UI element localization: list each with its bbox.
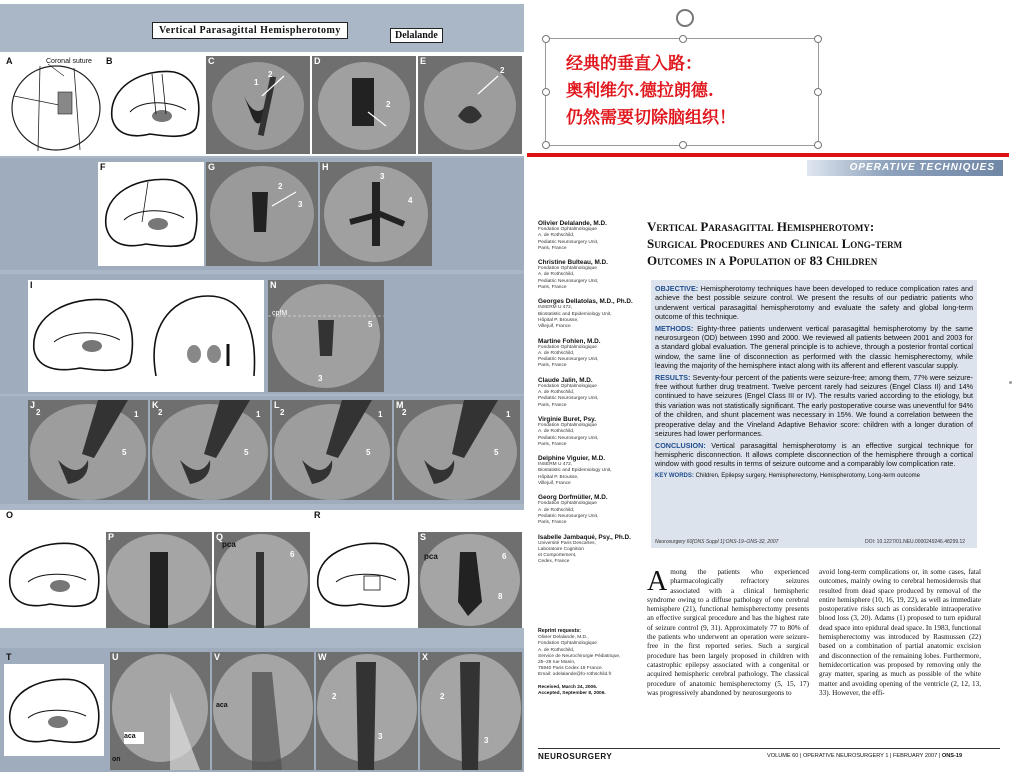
panel-letter-w: W	[318, 652, 327, 662]
section-banner	[807, 160, 1003, 176]
arrow-number-label: 2	[268, 70, 273, 79]
panel-c-mri	[206, 56, 310, 154]
page-edge-marker	[1009, 381, 1012, 384]
panel-letter-n: N	[270, 280, 277, 290]
body-column-left	[647, 568, 809, 746]
author-affiliation: Fondation Ophtalmologique	[538, 227, 597, 232]
accepted-date: Accepted, September 8, 2006.	[538, 690, 606, 696]
panel-letter-d: D	[314, 56, 321, 66]
aca-label-u: aca	[124, 733, 136, 740]
footer-page: ONS-19	[941, 753, 963, 759]
panel-letter-u: U	[112, 652, 119, 662]
paper-title-line-3: Outcomes in a Population of 83 Children	[647, 253, 878, 268]
keywords-label: KEY WORDS:	[655, 472, 694, 479]
resize-handle-bottom[interactable]	[679, 141, 687, 149]
author-name: Georg Dorfmüller, M.D.	[538, 494, 608, 502]
panel-letter-r: R	[314, 510, 321, 520]
arrow-number-label: 3	[318, 374, 323, 383]
arrow-number-label: 2	[386, 100, 391, 109]
panel-d-mri	[312, 56, 416, 154]
author-affiliation: Cedex, France	[538, 559, 570, 565]
panel-letter-b: B	[106, 56, 113, 66]
arrow-number-label: 3	[484, 736, 489, 745]
arrow-number-label: 1	[506, 410, 511, 419]
figure-title: Vertical Parasagittal Hemispherotomy	[152, 22, 348, 39]
annotation-line-2: 奥利维尔.德拉朗德.	[566, 81, 714, 101]
author-affiliation: Pediatric Neurosurgery Unit,	[538, 435, 599, 441]
panel-letter-e: E	[420, 56, 427, 66]
rotate-handle-icon[interactable]	[676, 9, 694, 27]
reprint-line: Service de Neurochirurgie Pédiatrique,	[538, 653, 621, 659]
panel-letter-i: I	[30, 280, 33, 290]
annotation-textbox[interactable]	[545, 38, 819, 146]
author-affiliation: A. de Rothschild,	[538, 507, 575, 513]
author-affiliation: et Comportement,	[538, 553, 577, 559]
panel-q-mri	[214, 532, 310, 628]
panel-letter-o: O	[6, 510, 14, 520]
resize-handle-top-left[interactable]	[542, 35, 550, 43]
arrow-number-label: 5	[494, 448, 499, 457]
resize-handle-top[interactable]	[679, 35, 687, 43]
methods-text: Eighty-three patients underwent vertical parasagittal hemispherotomy by the same neurosurgeon (OD) between 1990 and 2000. We reviewed all patients between 2001 and 2003 for a standard global evaluation. The general principle is to achieve, through a posterior frontal cortical window, the same line of disconnection as performed with the classic hemispherectomy, while leaving the majority of the hemisphere intact along with its afferent and efferent vascular supply.	[655, 323, 973, 371]
footer-issue-text: VOLUME 60 | OPERATIVE NEUROSURGERY 1 | FEBRUARY 2007 |	[767, 753, 941, 759]
abstract-box	[651, 280, 977, 548]
author-affiliation: A. de Rothschild,	[538, 390, 575, 396]
arrow-number-label: 2	[158, 408, 163, 417]
author-name: Claude Jalin, M.D.	[538, 376, 593, 384]
reprint-block	[538, 628, 648, 697]
keywords-text: Children, Epilepsy surgery, Hemispherectomy, Hemispherotomy, Long-term outcome	[695, 472, 920, 479]
arrow-number-label: 5	[368, 320, 373, 329]
panel-e-mri	[418, 56, 522, 154]
author-name: Delphine Viguier, M.D.	[538, 455, 605, 463]
panel-h-mri	[320, 162, 432, 266]
keywords	[655, 473, 973, 479]
arrow-number-label: 5	[122, 448, 127, 457]
panel-letter-f: F	[100, 162, 106, 172]
author-name: Isabelle Jambaqué, Psy., Ph.D.	[538, 533, 631, 541]
panel-j-mri	[28, 400, 148, 500]
author-affiliation: INSERM U 472,	[538, 462, 573, 468]
panel-a-skull-diagram	[4, 56, 104, 154]
arrow-number-label: 1	[256, 410, 261, 419]
author-affiliation: Université Paris Descartes,	[538, 540, 596, 546]
section-banner-text: OPERATIVE TECHNIQUES	[849, 162, 995, 173]
author-name: Georges Dellatolas, M.D., Ph.D.	[538, 298, 633, 306]
author-affiliation: Villejuif, France	[538, 481, 571, 487]
author-affiliation: Laboratoire Cognition	[538, 546, 584, 552]
conclusion-label: CONCLUSION:	[655, 440, 706, 450]
annotation-line-1: 经典的垂直入路：	[566, 54, 702, 74]
body-column-right	[819, 568, 981, 746]
author-affiliation: Hôpital P. Brousse,	[538, 317, 579, 323]
abstract-conclusion	[655, 441, 973, 469]
panel-letter-m: M	[396, 400, 404, 410]
panel-letter-a: A	[6, 56, 13, 66]
drop-cap: A	[647, 568, 668, 597]
panel-letter-h: H	[322, 162, 329, 172]
resize-handle-bottom-right[interactable]	[814, 141, 822, 149]
arrow-number-label: 2	[36, 408, 41, 417]
author-affiliation: Villejuif, France	[538, 324, 571, 330]
cpfm-label: cpfM	[272, 310, 288, 317]
abstract-objective	[655, 284, 973, 322]
reprint-line: Fondation Ophtalmologique	[538, 641, 597, 647]
paper-page	[527, 158, 1009, 766]
resize-handle-right[interactable]	[814, 88, 822, 96]
results-text: Seventy-four percent of the patients were seizure-free; among them, 77% were seizure-free without further drug treatment. Twelve percent rarely had seizures (Engel Class II) and 14% continued to have seizures (Engel Class III or IV). The results varied according to the etiology, but this variation was not statistically significant. The early postoperative course was uneventful for 94% of the children, and shunt placement was necessary in 15%. We found a correlation between the preoperative delay and the Vineland Adaptive Behavior score: children with a longer duration of seizures had lower performances.	[655, 372, 974, 439]
panel-s-mri	[418, 532, 522, 628]
arrow-number-label: 3	[380, 172, 385, 181]
panel-letter-j: J	[30, 400, 36, 410]
author-affiliation: Pediatric Neurosurgery Unit,	[538, 513, 599, 519]
annotation-text[interactable]	[566, 51, 736, 132]
author-name: Virginie Buret, Psy.	[538, 415, 597, 423]
author-affiliation: A. de Rothschild,	[538, 233, 575, 239]
arrow-number-label: 1	[134, 410, 139, 419]
body-right-text: avoid long-term complications or, in some cases, fatal outcomes, mainly owing to cerebral hemosiderosis that resulted from dead space produced by removal of the entire hemisphere (10, 16, 19, 22), as well as immediate postoperative risks such as considerable intraoperative blood loss (3, 20). Adams (1) proposed to turn epidural dead space into epidural dead space. In 1983, functional hemispherectomy was introduced by Rasmussen (22) based on a combination of partial anatomic excision and disconnection of the remaining lobes. Furthermore, hemidecortication was proposed by removing only the gray matter, sparing as much as possible of the white matter and avoiding opening of the ventricle (2, 12, 13, 33). However, the effi-	[819, 568, 981, 697]
author-affiliation: A. de Rothschild,	[538, 350, 575, 356]
panel-letter-g: G	[208, 162, 216, 172]
pca-label-s: pca	[424, 552, 438, 561]
received-date: Received, March 24, 2006.	[538, 684, 598, 690]
author-name: Olivier Delalande, M.D.	[538, 220, 607, 227]
author-affiliation: A. de Rothschild,	[538, 272, 575, 278]
arrow-number-label: 2	[500, 66, 505, 75]
panel-letter-s: S	[420, 532, 427, 542]
reprint-line: Olivier Delalande, M.D.,	[538, 635, 589, 641]
arrow-number-label: 1	[378, 410, 383, 419]
footer-journal: NEUROSURGERY	[538, 752, 613, 761]
panel-u-mri	[110, 652, 210, 770]
objective-text: Hemispherotomy techniques have been developed to reduce complication rates and achieve the best possible seizure control. We present the results of our pediatric patients who underwent vertical parasagittal hemispherotomy and evaluate the safety and global long-term outcome of this technique.	[655, 284, 973, 322]
red-divider	[527, 153, 1009, 157]
panel-i-diagrams	[28, 280, 264, 392]
panel-w-mri	[316, 652, 418, 770]
panel-k-mri	[150, 400, 270, 500]
conclusion-text: Vertical parasagittal hemispherotomy is an effective surgical technique for hemispheric disconnection. It allows complete disconnection of the hemisphere through a cortical window with good results in terms of seizure outcome and a comparably low complication rate.	[655, 440, 974, 469]
reprint-heading: Reprint requests:	[538, 628, 581, 634]
strip	[0, 0, 524, 4]
reprint-line: A. de Rothschild,	[538, 647, 575, 653]
methods-label: METHODS:	[655, 323, 694, 333]
panel-letter-c: C	[208, 56, 215, 66]
arrow-number-label: 2	[332, 692, 337, 701]
author-affiliation: Paris, France	[538, 402, 567, 408]
author-list	[538, 213, 648, 566]
reprint-line: 25–29 rue Manin,	[538, 660, 576, 666]
author-affiliation: INSERM U 472,	[538, 305, 573, 311]
footer-rule	[538, 748, 1000, 749]
results-label: RESULTS:	[655, 372, 691, 382]
author-affiliation: A. de Rothschild,	[538, 429, 575, 435]
figure-author-tag: Delalande	[390, 28, 443, 43]
paper-title-line-2: Surgical Procedures and Clinical Long-term	[647, 236, 903, 251]
arrow-number-label: 2	[278, 182, 283, 191]
arrow-number-label: 3	[298, 200, 303, 209]
arrow-number-label: 1	[254, 78, 259, 87]
citation: Neurosurgery 60[ONS Suppl 1]:ONS-19–ONS-32, 2007	[655, 539, 779, 545]
on-label: on	[112, 756, 121, 763]
author-affiliation: Paris, France	[538, 520, 567, 526]
panel-letter-x: X	[422, 652, 429, 662]
author-affiliation: Paris, France	[538, 245, 567, 251]
author-affiliation: Biostatistic and Epidemiology Unit,	[538, 468, 612, 474]
pca-label-q: pca	[222, 540, 236, 549]
author-affiliation: Hôpital P. Brousse,	[538, 474, 579, 480]
author-affiliation: Fondation Ophtalmologique	[538, 422, 597, 428]
abstract-results	[655, 373, 973, 439]
author-affiliation: Fondation Ophtalmologique	[538, 266, 597, 272]
body-left-text: mong the patients who experienced pharmacologically refractory seizures associated with a clinical hemispheric syndrome owing to a diffuse pathology of one cerebral hemisphere (21), functional hemispherectomy presents an effective surgical procedure and has the highest rate of seizure control (9, 31). Approximately 77 to 80% of the patients who underwent an operation were seizure-free in the first reported series. Such a surgical procedure has been largely proposed in children with catastrophic epilepsy associated with a congenital or acquired hemispheric cerebral pathology. The classical procedure of anatomic hemispherectomy (5, 15, 17) was progressively abandoned by neurosurgeons to	[647, 568, 809, 697]
resize-handle-top-right[interactable]	[814, 35, 822, 43]
arrow-number-label: 2	[402, 408, 407, 417]
coronal-suture-label: Coronal suture	[46, 58, 92, 65]
arrow-number-label: 5	[244, 448, 249, 457]
arrow-number-label: 2	[440, 692, 445, 701]
author-affiliation: Fondation Ophtalmologique	[538, 344, 597, 350]
panel-g-mri	[206, 162, 318, 266]
panel-letter-v: V	[214, 652, 221, 662]
panel-letter-p: P	[108, 532, 115, 542]
doi: DOI: 10.1227/01.NEU.0000249246.48299.12	[865, 539, 966, 545]
panel-t-brain-diagram	[4, 652, 104, 756]
author-affiliation: Pediatric Neurosurgery Unit,	[538, 396, 599, 402]
arrow-number-label: 6	[502, 552, 507, 561]
arrow-number-label: 3	[378, 732, 383, 741]
author-affiliation: Fondation Ophtalmologique	[538, 383, 597, 389]
author-affiliation: Pediatric Neurosurgery Unit,	[538, 239, 599, 245]
panel-b-brain-diagram	[104, 56, 204, 154]
panel-letter-k: K	[152, 400, 159, 410]
author-affiliation: Pediatric Neurosurgery Unit,	[538, 278, 599, 284]
panel-n-mri	[268, 280, 384, 392]
author-affiliation: Paris, France	[538, 285, 567, 291]
author-affiliation: Paris, France	[538, 363, 567, 369]
author-affiliation: Paris, France	[538, 441, 567, 447]
panel-v-mri	[212, 652, 314, 770]
arrow-number-label: 5	[366, 448, 371, 457]
resize-handle-bottom-left[interactable]	[542, 141, 550, 149]
panel-letter-t: T	[6, 652, 12, 662]
reprint-line: 75940 Paris Cedex 19 France.	[538, 666, 604, 672]
arrow-number-label: 4	[408, 196, 413, 205]
panel-p-mri	[106, 532, 212, 628]
paper-title	[647, 218, 987, 269]
abstract-methods	[655, 324, 973, 371]
author-name: Martine Fohlen, M.D.	[538, 337, 601, 345]
paper-title-line-1: Vertical Parasagittal Hemispherotomy:	[647, 219, 875, 234]
panel-m-mri	[394, 400, 520, 500]
resize-handle-left[interactable]	[542, 88, 550, 96]
author-affiliation: Pediatric Neurosurgery Unit,	[538, 357, 599, 363]
footer-issue	[767, 753, 962, 759]
panel-r-brain-diagram	[312, 510, 416, 620]
reprint-line: Email: odelalande@fo-rothschild.fr	[538, 672, 612, 678]
author-affiliation: Biostatistic and Epidemiology Unit,	[538, 311, 612, 317]
aca-label-v: aca	[216, 702, 228, 709]
panel-letter-q: Q	[216, 532, 224, 542]
panel-x-mri	[420, 652, 522, 770]
panel-o-brain-diagram	[4, 510, 104, 620]
panel-l-mri	[272, 400, 392, 500]
panel-letter-l: L	[274, 400, 280, 410]
annotation-line-3: 仍然需要切除脑组织！	[566, 108, 736, 128]
panel-f-brain-diagram	[98, 162, 204, 266]
arrow-number-label: 8	[498, 592, 503, 601]
objective-label: OBJECTIVE:	[655, 284, 699, 293]
author-affiliation: Fondation Ophtalmologique	[538, 501, 597, 507]
arrow-number-label: 6	[290, 550, 295, 559]
author-name: Christine Bulteau, M.D.	[538, 259, 608, 267]
arrow-number-label: 2	[280, 408, 285, 417]
